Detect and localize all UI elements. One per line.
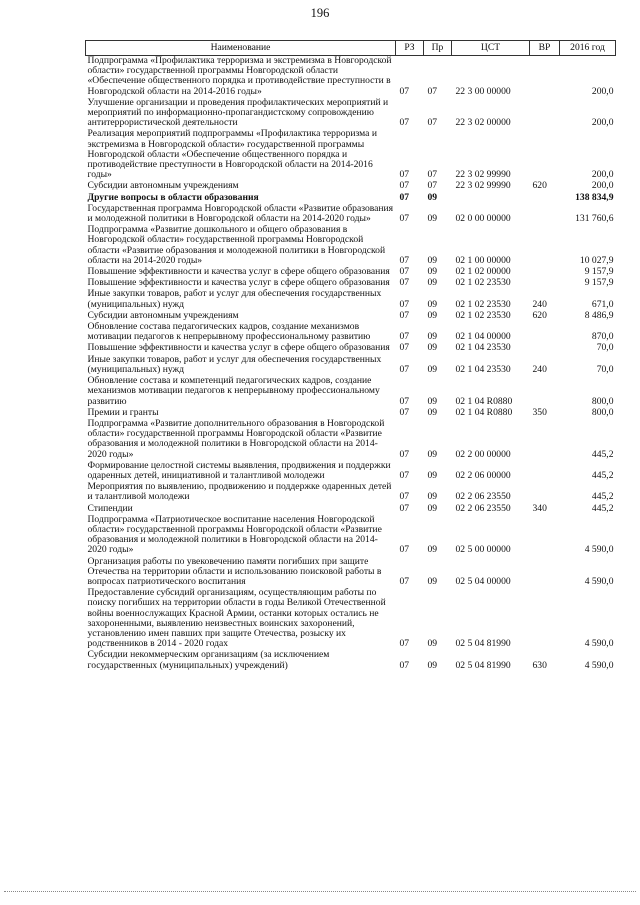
cell-rz: 07 (399, 213, 410, 225)
cell-vr: 340 (532, 502, 547, 514)
cell-sum: 4 590,0 (584, 638, 614, 650)
cell-rz: 07 (399, 277, 410, 289)
cell-name: Реализация мероприятий подпрограммы «Профилактика терроризма и экстремизма в Новгородской области» государственной программы Новгородской области «Обеспечение общественного порядка и противодействие преступности в Новгородской области на 2014-2016 годы» (87, 128, 377, 181)
cell-vr (530, 278, 560, 289)
cell-rz: 07 (399, 469, 410, 481)
cell-vr (530, 343, 560, 354)
cell-sum: 131 760,6 (575, 213, 614, 225)
cell-pr: 07 (427, 169, 438, 181)
cell-pr: 07 (427, 85, 438, 97)
cell-name: Субсидии автономным учреждениям (87, 309, 239, 321)
cell-name: Обновление состава педагогических кадров, создание механизмов мотивации педагогов к непрерывному профессиональному развитию (87, 321, 371, 343)
cell-cst: 02 1 00 00000 (455, 254, 511, 266)
cell-sum: 200,0 (591, 180, 614, 192)
cell-vr (530, 98, 560, 130)
cell-pr: 09 (427, 638, 438, 650)
cell-sum: 200,0 (591, 169, 614, 181)
table-row (86, 588, 616, 650)
cell-sum: 200,0 (591, 117, 614, 129)
cell-cst: 02 5 04 81990 (455, 659, 511, 671)
cell-sum: 4 590,0 (584, 544, 614, 556)
cell-name: Обновление состава и компетенций педагогических кадров, создание механизмов мотивации педагогов к непрерывному профессиональному развитию (87, 375, 380, 407)
cell-rz: 07 (399, 342, 410, 354)
cell-rz: 07 (399, 575, 410, 587)
cell-sum: 4 590,0 (584, 575, 614, 587)
cell-cst: 02 0 00 00000 (455, 213, 511, 225)
cell-rz: 07 (399, 191, 410, 203)
cell-cst: 02 1 04 R0880 (455, 406, 513, 418)
cell-cst: 02 5 04 00000 (455, 575, 511, 587)
cell-cst: 02 2 06 23550 (455, 491, 511, 503)
cell-sum: 10 027,9 (579, 254, 614, 266)
cell-pr: 09 (427, 213, 438, 225)
header-sum: 2016 год (560, 41, 616, 56)
cell-cst: 02 2 00 00000 (455, 448, 511, 460)
cell-rz: 07 (399, 395, 410, 407)
table-row (86, 56, 616, 98)
cell-pr: 09 (427, 406, 438, 418)
cell-vr (530, 588, 560, 650)
page-bottom-rule (4, 891, 636, 892)
cell-sum: 800,0 (591, 406, 614, 418)
table-row (86, 355, 616, 376)
header-rz: РЗ (396, 41, 424, 56)
cell-sum: 8 486,9 (584, 309, 614, 321)
cell-rz: 07 (399, 298, 410, 310)
cell-rz: 07 (399, 117, 410, 129)
cell-name: Премии и гранты (87, 406, 159, 418)
cell-rz: 07 (399, 502, 410, 514)
table-row (86, 515, 616, 557)
cell-cst: 02 1 04 23530 (455, 363, 511, 375)
cell-cst: 02 1 02 00000 (455, 266, 511, 278)
cell-name: Иные закупки товаров, работ и услуг для обеспечения государственных (муниципальных) нужд (87, 288, 382, 310)
header-pr: Пр (424, 41, 452, 56)
cell-name: Государственная программа Новгородской области «Развитие образования и молодежной политики в Новгородской области на 2014-2020 годы» (87, 202, 394, 225)
cell-cst: 02 5 04 81990 (455, 638, 511, 650)
cell-sum: 445,2 (591, 491, 614, 503)
cell-pr: 09 (427, 277, 438, 289)
cell-pr: 09 (427, 659, 438, 671)
table-row (86, 181, 616, 192)
cell-vr (530, 419, 560, 461)
cell-vr (530, 129, 560, 181)
cell-cst: 02 2 06 23550 (455, 502, 511, 514)
cell-pr: 09 (427, 502, 438, 514)
table-body (86, 56, 616, 672)
cell-cst: 22 3 02 99990 (455, 169, 511, 181)
budget-table (85, 40, 616, 672)
cell-sum: 70,0 (596, 363, 614, 375)
cell-vr (530, 204, 560, 225)
cell-vr: 240 (532, 363, 547, 375)
cell-vr (530, 461, 560, 482)
header-vr: ВР (530, 41, 560, 56)
cell-name: Другие вопросы в области образования (87, 191, 259, 203)
cell-cst: 02 5 00 00000 (455, 544, 511, 556)
cell-vr (530, 482, 560, 503)
cell-sum: 445,2 (591, 448, 614, 460)
cell-name: Организация работы по увековечению памяти погибших при защите Отечества на территории области и использованию поисковой работы в вопросах патриотического воспитания (87, 555, 382, 587)
cell-rz: 07 (399, 169, 410, 181)
cell-sum: 671,0 (591, 298, 614, 310)
cell-rz: 07 (399, 544, 410, 556)
cell-pr: 09 (427, 544, 438, 556)
table-row (86, 343, 616, 354)
cell-name: Повышение эффективности и качества услуг в сфере общего образования (87, 277, 390, 289)
table-row (86, 650, 616, 671)
cell-pr: 09 (427, 469, 438, 481)
cell-name: Улучшение организации и проведения профилактических мероприятий и мероприятий по информационно-пропагандистскому сопровождению антитеррористической деятельности (87, 96, 389, 129)
cell-name: Подпрограмма «Развитие дополнительного образования в Новгородской области» государственной программы Новгородской области «Развитие образования и молодежной политики в Новгородской области на 2014-2020 годы» (87, 417, 385, 460)
cell-rz: 07 (399, 331, 410, 343)
cell-rz: 07 (399, 180, 410, 192)
cell-sum: 4 590,0 (584, 659, 614, 671)
cell-cst (452, 193, 530, 204)
cell-name: Мероприятия по выявлению, продвижению и поддержке одаренных детей и талантливой молодежи (87, 481, 392, 503)
cell-name: Предоставление субсидий организациям, осуществляющим работы по поиску погибших на территории области в годы Великой Отечественной войны военнослужащих Красной Армии, останки которых остались не захороненными, выявлению неизвестных воинских захоронений, установлению имен павших при защите Отечества, розыску их родственников в 2014 - 2020 годах (87, 587, 386, 650)
cell-rz: 07 (399, 363, 410, 375)
cell-name: Стипендии (87, 502, 133, 514)
cell-vr: 240 (532, 298, 547, 310)
cell-cst: 02 1 02 23530 (455, 309, 511, 321)
cell-pr: 09 (427, 298, 438, 310)
cell-pr: 09 (427, 491, 438, 503)
cell-rz: 07 (399, 85, 410, 97)
cell-sum: 200,0 (591, 85, 614, 97)
cell-vr (530, 267, 560, 278)
cell-pr: 09 (427, 342, 438, 354)
cell-rz: 07 (399, 309, 410, 321)
cell-vr: 350 (532, 406, 547, 418)
table-row (86, 225, 616, 267)
cell-name: Подпрограмма «Профилактика терроризма и экстремизма в Новгородской области» государственной программы Новгородской области «Обеспечение общественного порядка и противодействие преступности в Новгородской области на 2014-2016 годы» (87, 55, 392, 97)
cell-name: Подпрограмма «Патриотическое воспитание населения Новгородской области» государственной программы Новгородской области «Развитие образования и молодежной политики в Новгородской области на 2014-2020 годы» (87, 513, 382, 556)
table-row (86, 129, 616, 181)
cell-vr (530, 557, 560, 589)
table-row (86, 204, 616, 225)
cell-sum: 445,2 (591, 502, 614, 514)
cell-pr: 09 (427, 191, 438, 203)
cell-name: Субсидии некоммерческим организациям (за исключением государственных (муниципальных) учреждений) (87, 649, 330, 671)
cell-vr (530, 56, 560, 98)
table-row (86, 419, 616, 461)
cell-sum: 9 157,9 (584, 277, 614, 289)
cell-rz: 07 (399, 491, 410, 503)
cell-rz: 07 (399, 659, 410, 671)
table-row (86, 376, 616, 408)
cell-cst: 02 1 02 23530 (455, 277, 511, 289)
cell-rz: 07 (399, 406, 410, 418)
cell-vr: 620 (532, 180, 547, 192)
cell-cst: 02 2 06 00000 (455, 469, 511, 481)
table-row (86, 289, 616, 310)
header-cst: ЦСТ (452, 41, 530, 56)
cell-name: Повышение эффективности и качества услуг в сфере общего образования (87, 342, 390, 354)
cell-vr (530, 322, 560, 343)
cell-sum: 70,0 (596, 342, 614, 354)
cell-vr (530, 193, 560, 204)
cell-pr: 09 (427, 309, 438, 321)
cell-cst: 02 1 04 00000 (455, 331, 511, 343)
cell-rz: 07 (399, 254, 410, 266)
header-name: Наименование (86, 41, 396, 56)
cell-pr: 09 (427, 363, 438, 375)
table-row (86, 557, 616, 589)
cell-cst: 22 3 00 00000 (455, 85, 511, 97)
cell-vr (530, 376, 560, 408)
cell-rz: 07 (399, 266, 410, 278)
table-header-row (86, 41, 616, 56)
cell-name: Подпрограмма «Развитие дошкольного и общего образования в Новгородской области» государственной программы Новгородской области «Развитие образования и молодежной политики в Новгородской области на 2014-2020 годы» (87, 224, 386, 266)
cell-sum: 870,0 (591, 331, 614, 343)
table-row (86, 461, 616, 482)
cell-rz: 07 (399, 638, 410, 650)
cell-sum: 800,0 (591, 395, 614, 407)
cell-vr: 620 (532, 309, 547, 321)
cell-pr: 09 (427, 254, 438, 266)
cell-sum: 445,2 (591, 469, 614, 481)
cell-name: Формирование целостной системы выявления, продвижения и поддержки одаренных детей, инициативной и талантливой молодежи (87, 459, 391, 481)
cell-pr: 09 (427, 448, 438, 460)
cell-pr: 09 (427, 575, 438, 587)
cell-sum: 9 157,9 (584, 266, 614, 278)
cell-cst: 02 1 02 23530 (455, 298, 511, 310)
cell-pr: 09 (427, 395, 438, 407)
cell-pr: 07 (427, 180, 438, 192)
page-number: 196 (310, 6, 330, 20)
cell-name: Субсидии автономным учреждениям (87, 180, 239, 192)
cell-cst: 02 1 04 R0880 (455, 395, 513, 407)
table-row (86, 322, 616, 343)
cell-vr (530, 515, 560, 557)
cell-pr: 07 (427, 117, 438, 129)
cell-name: Повышение эффективности и качества услуг в сфере общего образования (87, 266, 390, 278)
cell-sum: 138 834,9 (575, 191, 614, 203)
table-row (86, 98, 616, 130)
cell-pr: 09 (427, 266, 438, 278)
cell-name: Иные закупки товаров, работ и услуг для обеспечения государственных (муниципальных) нужд (87, 353, 382, 375)
cell-rz: 07 (399, 448, 410, 460)
cell-vr: 630 (532, 659, 547, 671)
cell-cst: 22 3 02 99990 (455, 180, 511, 192)
cell-cst: 22 3 02 00000 (455, 117, 511, 129)
table-row (86, 482, 616, 503)
cell-cst: 02 1 04 23530 (455, 342, 511, 354)
cell-vr (530, 225, 560, 267)
cell-pr: 09 (427, 331, 438, 343)
